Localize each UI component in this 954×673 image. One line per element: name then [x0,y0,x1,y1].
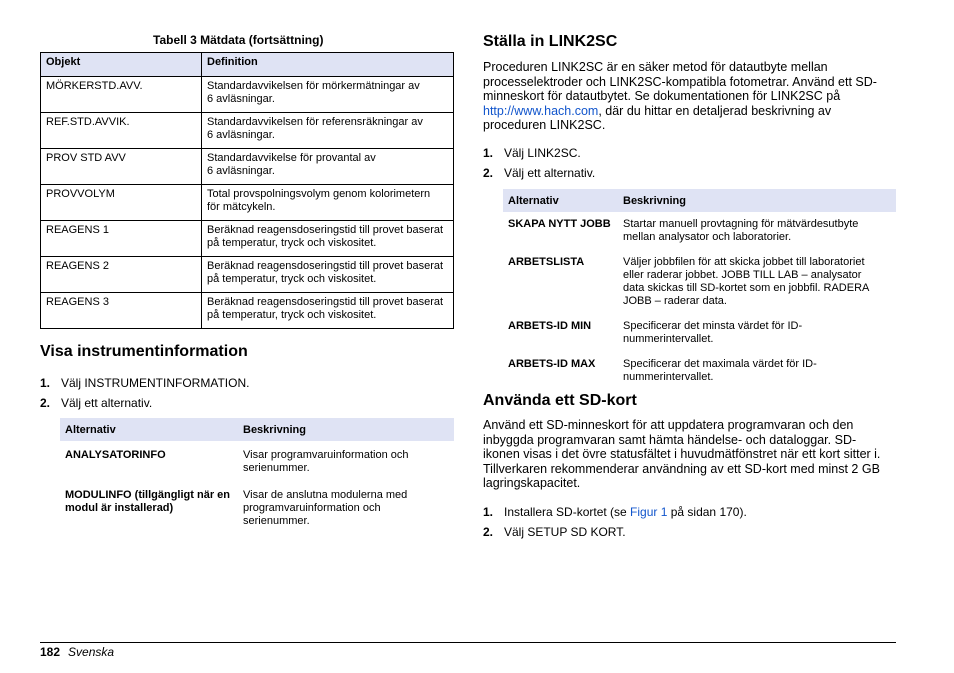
definition-cell: Total provspolningsvolym genom kolorimetern för mätcykeln. [202,185,454,221]
option-description: Specificerar det minsta värdet för ID- nummerintervallet. [623,320,803,345]
measurement-table [40,52,454,329]
table-caption: Tabell 3 Mätdata (fortsättning) [153,33,324,47]
list-item: 2. Välj SETUP SD KORT. [483,525,626,539]
table-row [503,212,896,248]
list-item: 2. Välj ett alternativ. [483,166,596,180]
figure-link[interactable]: Figur 1 [630,505,668,519]
options-table [503,189,896,388]
option-name: MODULINFO (tillgängligt när en modul är installerad) [65,489,230,514]
list-item: 1. Välj INSTRUMENTINFORMATION. [40,376,250,390]
option-description: Väljer jobbfilen för att skicka jobbet till laboratoriet eller raderar jobbet. JOBB TILL LAB – analysator data skickas till SD-kortet som en jobbfil. RADERA JOBB – raderar data. [623,256,870,307]
option-description: Specificerar det maximala värdet för ID- nummerintervallet. [623,358,817,383]
table-row [60,479,454,532]
column-header: Definition [202,53,454,77]
table-row [41,221,454,257]
section-title: Ställa in LINK2SC [483,33,618,50]
list-item: 2. Välj ett alternativ. [40,396,153,410]
table-header-row [60,418,454,441]
page-number: 182 [40,645,61,659]
table-row [60,441,454,479]
section-paragraph: Använd ett SD-minneskort för att uppdatera programvaran och den inbyggda programvaran samt hämta händelse- och dataloggar. SD- ikonen visas i det övre statusfältet i huvudmätfönstret när ett kort sitter i. Tillverkaren rekommenderar användning av ett SD-kort med minst 2 GB lagringskapacitet. [483,418,881,490]
object-cell: MÖRKERSTD.AVV. [41,77,202,113]
table-row [41,77,454,113]
option-name: ARBETS-ID MAX [508,358,596,370]
object-cell: REAGENS 3 [41,293,202,329]
table-row [41,257,454,293]
column-header: Beskrivning [618,189,896,212]
option-name: ANALYSATORINFO [65,449,166,461]
object-cell: PROVVOLYM [41,185,202,221]
option-name: SKAPA NYTT JOBB [508,218,611,230]
option-description: Visar de anslutna modulerna med programvaruinformation och serienummer. [243,489,408,527]
hach-link[interactable]: http://www.hach.com [483,103,599,118]
definition-cell: Standardavvikelsen för referensräkningar av 6 avläsningar. [202,113,454,149]
object-cell: PROV STD AVV [41,149,202,185]
column-header: Alternativ [503,189,618,212]
table-row [41,149,454,185]
object-cell: REAGENS 1 [41,221,202,257]
option-name: ARBETSLISTA [508,256,585,268]
table-row [503,350,896,388]
column-header: Objekt [41,53,202,77]
section-title: Visa instrumentinformation [40,343,248,360]
options-table [60,418,454,532]
step-list [483,505,747,545]
definition-cell: Beräknad reagensdoseringstid till provet baserat på temperatur, tryck och viskositet. [202,221,454,257]
option-description: Startar manuell provtagning för mätvärdesutbyte mellan analysator och laboratorier. [623,218,859,243]
table-row [41,293,454,329]
table-row [503,312,896,350]
section-paragraph: Proceduren LINK2SC är en säker metod för datautbyte mellan processelektroder och LINK2SC-kompatibla fotometrar. Använd ett SD- minneskort för datautbytet. Se dokumentationen för LINK2SC på http://www.hach.com, där du hittar en detaljerad beskrivning av proceduren LINK2SC. [483,60,877,132]
step-list [483,146,595,186]
object-cell: REAGENS 2 [41,257,202,293]
definition-cell: Beräknad reagensdoseringstid till provet baserat på temperatur, tryck och viskositet. [202,293,454,329]
definition-cell: Standardavvikelsen för mörkermätningar av 6 avläsningar. [202,77,454,113]
section-title: Använda ett SD-kort [483,392,637,409]
page-footer [40,645,114,659]
column-header: Beskrivning [238,418,454,441]
definition-cell: Standardavvikelse för provantal av 6 avläsningar. [202,149,454,185]
list-item: 1. Installera SD-kortet (se Figur 1 på sidan 170). [483,505,747,519]
table-row [41,185,454,221]
column-header: Alternativ [60,418,238,441]
definition-cell: Beräknad reagensdoseringstid till provet baserat på temperatur, tryck och viskositet. [202,257,454,293]
option-name: ARBETS-ID MIN [508,320,592,332]
list-item: 1. Välj LINK2SC. [483,146,581,160]
footer-language: Svenska [68,645,115,659]
table-header-row [503,189,896,212]
object-cell: REF.STD.AVVIK. [41,113,202,149]
table-header-row [41,53,454,77]
step-list [40,376,249,416]
footer-rule [40,642,896,643]
table-row [41,113,454,149]
table-row [503,248,896,312]
option-description: Visar programvaruinformation och serienummer. [243,449,409,474]
